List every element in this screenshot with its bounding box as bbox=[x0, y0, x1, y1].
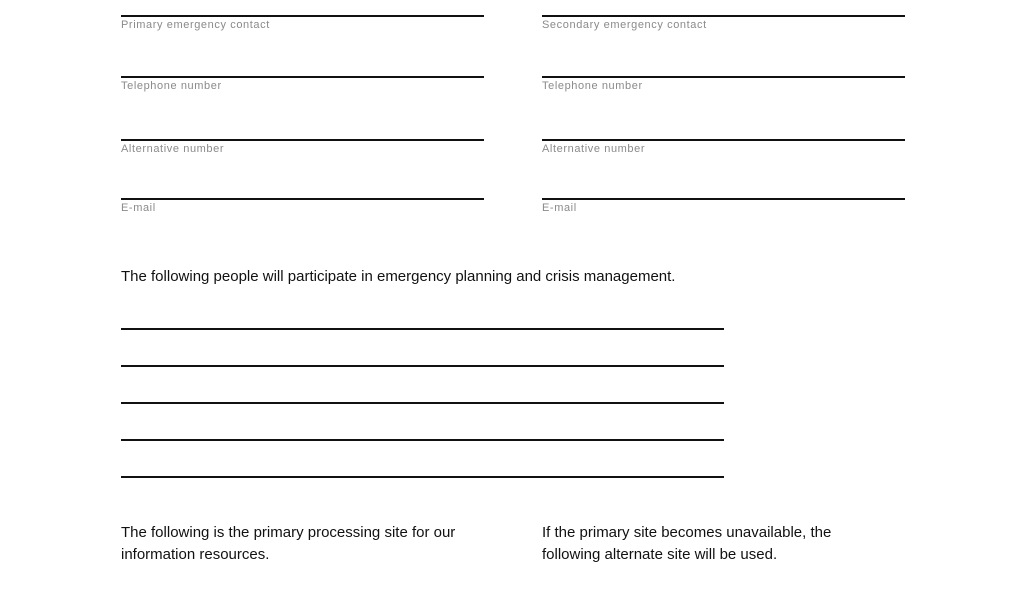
participant-line-2[interactable] bbox=[121, 365, 724, 367]
primary-emergency-contact-label: Primary emergency contact bbox=[121, 19, 270, 31]
primary-emergency-contact-line[interactable] bbox=[121, 15, 484, 17]
primary-telephone-field[interactable] bbox=[121, 76, 484, 93]
secondary-alternative-number-line[interactable] bbox=[542, 139, 905, 141]
secondary-emergency-contact-line[interactable] bbox=[542, 15, 905, 17]
primary-alternative-number-label: Alternative number bbox=[121, 143, 225, 155]
primary-alternative-number-line[interactable] bbox=[121, 139, 484, 141]
participant-line-4[interactable] bbox=[121, 439, 724, 441]
secondary-email-line[interactable] bbox=[542, 198, 905, 200]
participants-intro: The following people will participate in emergency planning and crisis management. bbox=[121, 268, 676, 285]
secondary-telephone-line[interactable] bbox=[542, 76, 905, 78]
primary-telephone-label: Telephone number bbox=[121, 80, 222, 92]
secondary-alternative-number-label: Alternative number bbox=[542, 143, 646, 155]
primary-email-line[interactable] bbox=[121, 198, 484, 200]
secondary-telephone-label: Telephone number bbox=[542, 80, 643, 92]
secondary-telephone-field[interactable] bbox=[542, 76, 905, 93]
primary-email-field[interactable] bbox=[121, 198, 484, 215]
participant-line-5[interactable] bbox=[121, 476, 724, 478]
secondary-emergency-contact-label: Secondary emergency contact bbox=[542, 19, 707, 31]
primary-email-label: E-mail bbox=[121, 202, 156, 214]
secondary-emergency-contact-field[interactable] bbox=[542, 15, 905, 32]
primary-site-text: The following is the primary processing site for our information resources. bbox=[121, 524, 456, 563]
secondary-email-label: E-mail bbox=[542, 202, 577, 214]
secondary-email-field[interactable] bbox=[542, 198, 905, 215]
primary-alternative-number-field[interactable] bbox=[121, 139, 484, 156]
primary-telephone-line[interactable] bbox=[121, 76, 484, 78]
secondary-alternative-number-field[interactable] bbox=[542, 139, 905, 156]
alternate-site-text: If the primary site becomes unavailable, the following alternate site will be used. bbox=[542, 524, 832, 563]
participant-line-1[interactable] bbox=[121, 328, 724, 330]
participant-line-3[interactable] bbox=[121, 402, 724, 404]
primary-emergency-contact-field[interactable] bbox=[121, 15, 484, 32]
